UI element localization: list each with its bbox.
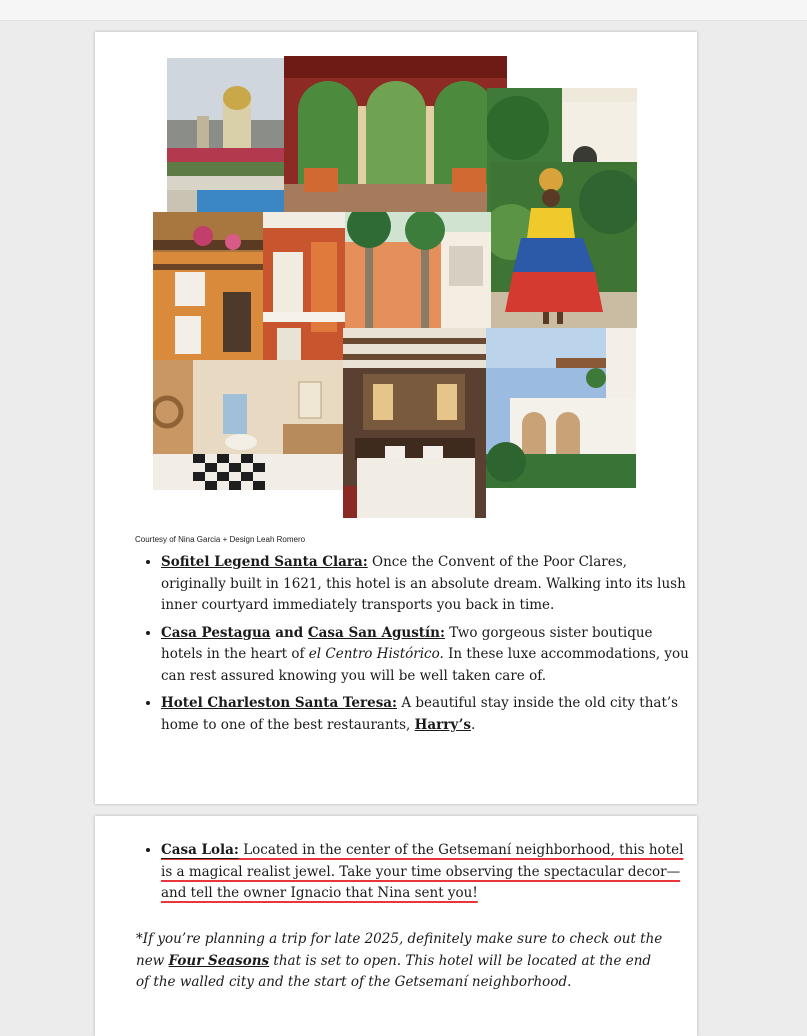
description-charleston: A beautiful stay inside the old city that’s home to one of the best restaurants, (161, 695, 679, 733)
four-seasons-note (136, 929, 666, 994)
joiner-and: and (270, 624, 308, 641)
link-casa-lola[interactable]: Casa Lola: (161, 842, 239, 858)
description-charleston-end: . (471, 716, 476, 733)
photo-palenquera (491, 162, 637, 328)
photo-colorful-street (263, 212, 348, 362)
link-harrys[interactable]: Harry’s (414, 716, 471, 733)
description-casa-pestagua-2: In these luxe accommodations, you can rest assured knowing you will be well taken care of. (161, 646, 689, 684)
photo-bathroom (153, 360, 345, 490)
list-item-casa-pestagua (161, 623, 691, 688)
description-sofitel: Once the Convent of the Poor Clares, originally built in 1621, this hotel is an absolute dream. Walking into its lush inner courtyard immediately transports you back in time. (161, 554, 686, 613)
link-hotel-charleston-santa-teresa[interactable]: Hotel Charleston Santa Teresa: (161, 695, 398, 711)
note-text-post: that is set to open. This hotel will be located at the end of the walled city and the start of the Getsemaní neighborhood. (136, 952, 652, 990)
link-four-seasons[interactable]: Four Seasons (168, 952, 270, 969)
photo-arched-cloister (284, 56, 507, 214)
photo-rooftop-pool (167, 58, 285, 212)
link-sofitel-legend-santa-clara[interactable]: Sofitel Legend Santa Clara: (161, 554, 368, 570)
document-page-1 (95, 32, 697, 804)
centro-historico-text: el Centro Histórico. (308, 646, 444, 662)
list-item-sofitel (161, 552, 691, 617)
photo-caption: Courtesy of Nina Garcia + Design Leah Romero (135, 535, 306, 544)
link-casa-pestagua[interactable]: Casa Pestagua (161, 624, 271, 641)
hotel-list (123, 552, 691, 742)
link-casa-san-agustin[interactable]: Casa San Agustín: (307, 624, 445, 641)
photo-colonial-balconies (153, 212, 265, 360)
photo-bedroom (343, 328, 486, 518)
note-text-pre: *If you’re planning a trip for late 2025, definitely make sure to check out the new (136, 931, 663, 969)
list-item-charleston (161, 693, 691, 736)
photo-collage (153, 56, 643, 521)
description-casa-lola: Located in the center of the Getsemaní neighborhood, this hotel is a magical realist jewel. Take your time observing the spectacular decor—and tell the owner Ignacio that Nina sent you! (161, 842, 684, 901)
description-casa-pestagua-1: Two gorgeous sister boutique hotels in the heart of (161, 624, 653, 662)
photo-white-terrace (486, 328, 636, 488)
list-item-casa-lola (161, 840, 691, 905)
hotel-list-continued (123, 840, 691, 905)
viewer-top-bar (0, 0, 807, 21)
document-page-2 (95, 816, 697, 1036)
